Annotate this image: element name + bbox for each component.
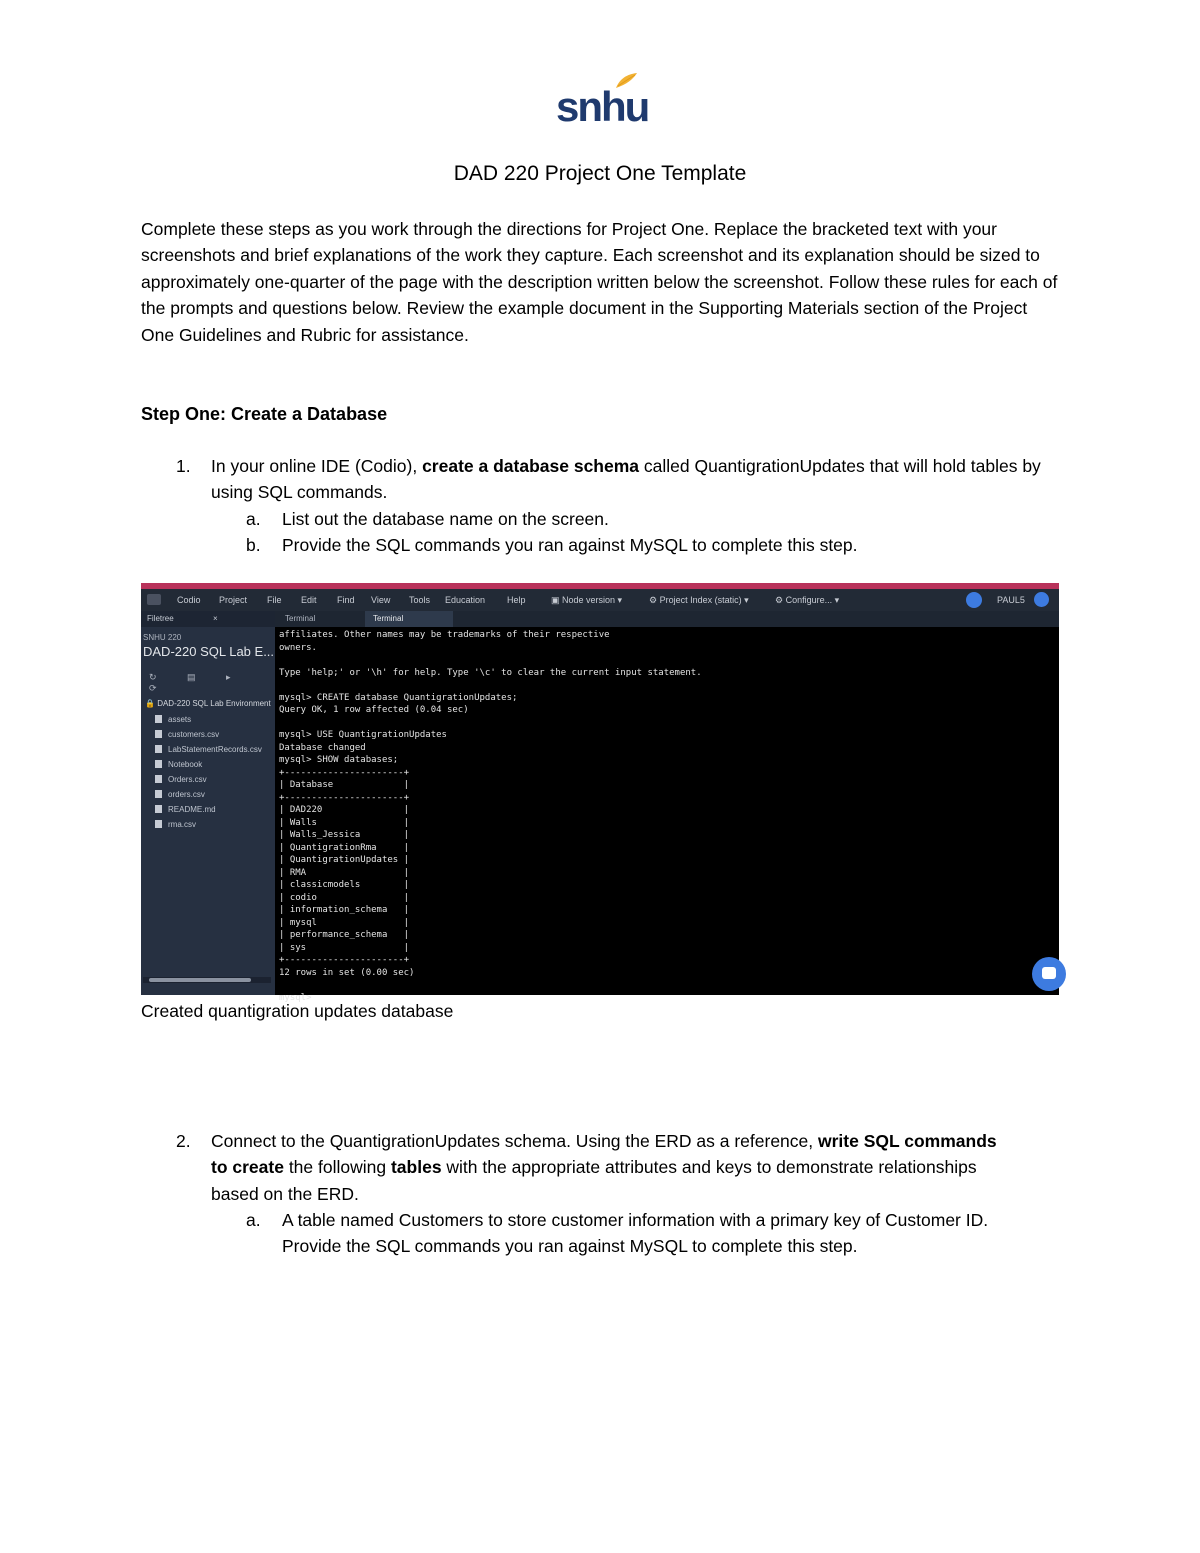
terminal-line: | sys | — [279, 942, 410, 953]
terminal-line: | information_schema | — [279, 905, 410, 915]
list-text — [211, 453, 1071, 506]
file-item[interactable] — [155, 730, 219, 739]
logo-text: snhu — [556, 83, 649, 130]
tab-filetree[interactable]: Filetree — [147, 614, 174, 623]
file-item[interactable] — [155, 760, 202, 769]
root-label: DAD-220 SQL Lab Environment — [157, 699, 271, 708]
file-name: assets — [168, 715, 192, 724]
terminal-line: mysql> USE QuantigrationUpdates — [279, 730, 447, 740]
tab-terminal-2[interactable]: Terminal — [365, 611, 453, 627]
terminal-output[interactable] — [279, 629, 1049, 1004]
file-icon — [155, 775, 162, 783]
terminal-line — [279, 654, 1049, 667]
call-icon[interactable] — [966, 592, 982, 608]
menu-find[interactable]: Find — [337, 595, 355, 605]
list-text — [211, 1128, 1001, 1207]
sub-item-b: Provide the SQL commands you ran against MySQL to complete this step. — [282, 535, 858, 555]
terminal-line: | codio | — [279, 892, 410, 903]
file-item[interactable] — [155, 790, 205, 799]
file-name: rma.csv — [168, 820, 196, 829]
sidebar-toolbar-icons[interactable]: ↻ ▤ ▸ ⟳ — [149, 672, 245, 693]
terminal-line: | Database | — [279, 780, 410, 790]
file-name: README.md — [168, 805, 216, 814]
file-icon — [155, 715, 162, 723]
terminal-line: | DAD220 | — [279, 805, 410, 815]
menu-file[interactable]: File — [267, 595, 282, 605]
sub-item-a: List out the database name on the screen. — [282, 509, 609, 529]
terminal-tabs — [275, 611, 1059, 627]
bold-text: write SQL commands to create — [211, 1131, 997, 1178]
terminal-line: | QuantigrationRma | — [279, 842, 410, 853]
file-icon — [155, 790, 162, 798]
file-name: LabStatementRecords.csv — [168, 745, 262, 754]
text-run: called QuantigrationUpdates that will hold tables by using SQL commands. — [211, 456, 1041, 503]
terminal-line: Database changed — [279, 742, 366, 753]
file-tree-root[interactable]: 🔒 DAD-220 SQL Lab Environment — [145, 699, 271, 708]
terminal-line: +----------------------+ — [279, 955, 410, 965]
user-name[interactable]: PAUL5 — [997, 595, 1025, 605]
terminal-line: | mysql | — [279, 917, 410, 928]
file-item[interactable] — [155, 745, 262, 754]
terminal-line — [279, 679, 1049, 692]
menu-label: Project Index (static) — [659, 595, 742, 605]
robot-icon — [1042, 967, 1056, 979]
text-run: the following — [283, 1157, 391, 1178]
list-number: 1. — [176, 456, 191, 476]
terminal-line: | QuantigrationUpdates | — [279, 855, 410, 865]
menu-education[interactable]: Education — [445, 595, 486, 605]
menu-configure[interactable]: ⚙ Configure... ▾ — [775, 595, 840, 605]
sidebar-tabs — [141, 611, 275, 627]
terminal-line: | classicmodels | — [279, 880, 410, 890]
close-icon[interactable]: × — [213, 614, 218, 623]
terminal-line — [279, 979, 1049, 992]
file-icon — [155, 820, 162, 828]
text-run: with the appropriate attributes and keys to demonstrate relationships based on the ERD. — [211, 1157, 977, 1204]
sub-label: a. — [246, 509, 261, 529]
terminal-line: mysql> CREATE database QuantigrationUpdates; — [279, 692, 518, 703]
terminal-line: mysql> SHOW databases; — [279, 755, 399, 765]
power-icon[interactable] — [1034, 592, 1049, 607]
step-one-heading: Step One: Create a Database — [141, 404, 388, 424]
list-number: 2. — [176, 1131, 191, 1151]
menu-node-version[interactable]: ▣ Node version ▾ — [551, 595, 623, 605]
file-name: orders.csv — [168, 790, 205, 799]
menu-project[interactable]: Project — [219, 595, 248, 605]
terminal-line: Query OK, 1 row affected (0.04 sec) — [279, 705, 469, 715]
terminal-line: mysql> — [279, 992, 317, 1003]
terminal-line: owners. — [279, 642, 317, 653]
menu-tools[interactable]: Tools — [409, 595, 431, 605]
terminal-line: | RMA | — [279, 867, 410, 878]
sidebar-project-name[interactable]: DAD-220 SQL Lab E... — [143, 644, 275, 659]
sidebar-course-label: SNHU 220 — [143, 633, 182, 642]
codio-screenshot — [141, 583, 1059, 1003]
page-title: DAD 220 Project One Template — [453, 162, 747, 185]
text-run: Connect to the QuantigrationUpdates schema. Using the ERD as a reference, — [211, 1131, 818, 1151]
file-name: Notebook — [168, 760, 203, 769]
file-icon — [155, 745, 162, 753]
terminal-line: +----------------------+ — [279, 767, 410, 778]
file-item[interactable] — [155, 805, 216, 814]
sidebar-scrollbar-thumb[interactable] — [149, 978, 251, 982]
menu-codio[interactable]: Codio — [177, 595, 201, 605]
codio-logo-icon — [147, 594, 161, 605]
sub-label: b. — [246, 535, 261, 555]
file-item[interactable] — [155, 715, 191, 724]
menu-view[interactable]: View — [371, 595, 391, 605]
terminal-line: Type 'help;' or '\h' for help. Type '\c' to clear the current input statement. — [279, 667, 702, 678]
file-item[interactable] — [155, 820, 196, 829]
terminal-line: +----------------------+ — [279, 792, 410, 803]
codio-menubar — [141, 589, 1059, 611]
text-run: In your online IDE (Codio), — [211, 456, 423, 476]
menu-label: Node version — [562, 595, 616, 605]
file-name: Orders.csv — [168, 775, 207, 784]
tab-terminal-1[interactable]: Terminal — [285, 614, 316, 623]
file-tree-sidebar — [141, 611, 275, 995]
terminal-line: | performance_schema | — [279, 930, 410, 940]
intro-paragraph: Complete these steps as you work through the directions for Project One. Replace the bracketed text with your screenshots and brief explanations of the work they capture. Each screenshot and its explanation should be sized to approximately one-quarter of the page with the description written below the screenshot. Follow these rules for each of the prompts and questions below. Review the example document in the Supporting Materials section of the Project One Guidelines and Rubric for assistance. — [141, 219, 1058, 345]
file-icon — [155, 805, 162, 813]
terminal-line — [279, 717, 1049, 730]
terminal-line: 12 rows in set (0.00 sec) — [279, 967, 415, 978]
screenshot-caption: Created quantigration updates database — [141, 1001, 454, 1021]
terminal-line: | Walls | — [279, 817, 410, 828]
file-name: customers.csv — [168, 730, 220, 739]
menu-project-index[interactable]: ⚙ Project Index (static) ▾ — [649, 595, 749, 605]
terminal-line: affiliates. Other names may be trademarks of their respective — [279, 630, 610, 640]
menu-label: Configure... — [785, 595, 833, 605]
file-item[interactable] — [155, 775, 207, 784]
terminal-line: | Walls_Jessica | — [279, 830, 410, 840]
bold-text: create a database schema — [422, 456, 640, 476]
bold-text: tables — [390, 1157, 442, 1178]
menu-help[interactable]: Help — [507, 595, 526, 605]
file-icon — [155, 730, 162, 738]
menu-edit[interactable]: Edit — [301, 595, 317, 605]
file-icon — [155, 760, 162, 768]
sub-item-a: A table named Customers to store customer information with a primary key of Customer ID. Provide the SQL commands you ran against MySQL to complete this step. — [282, 1210, 989, 1257]
snhu-logo — [552, 72, 648, 134]
sub-label: a. — [246, 1210, 261, 1230]
